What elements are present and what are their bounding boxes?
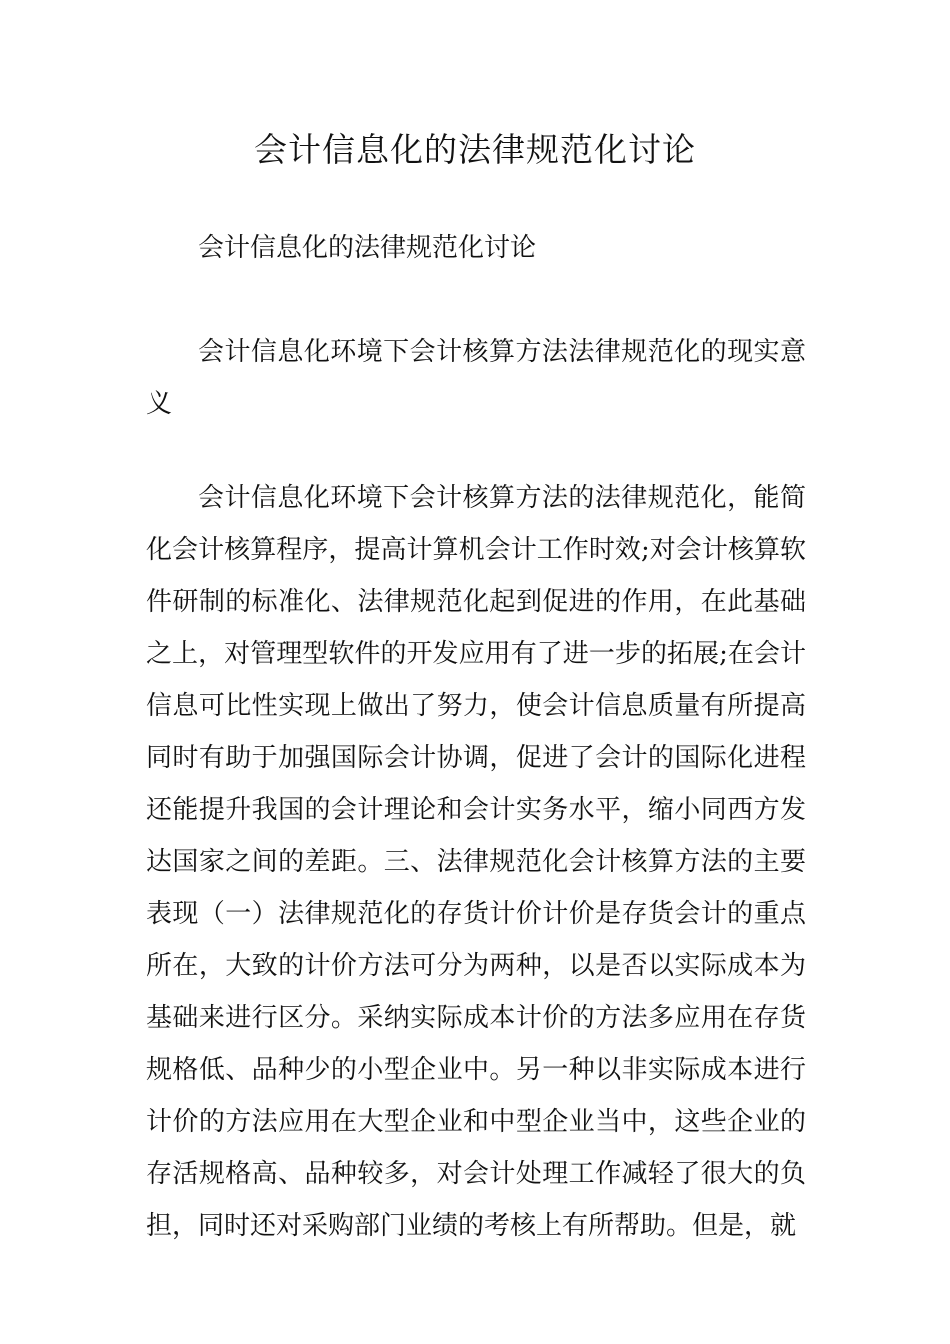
paragraph-subtitle: 会计信息化的法律规范化讨论	[198, 233, 537, 263]
paragraph-body: 会计信息化环境下会计核算方法的法律规范化，能简化会计核算程序，提高计算机会计工作时效;对会计核算软件研制的标准化、法律规范化起到促进的作用，在此基础之上，对管理型软件的开发应用有了进一步的拓展;在会计信息可比性实现上做出了努力，使会计信息质量有所提高同时有助于加强国际会计协调，促进了会计的国际化进程还能提升我国的会计理论和会计实务水平，缩小同西方发达国家之间的差距。三、法律规范化会计核算方法的主要表现（一）法律规范化的存货计价计价是存货会计的重点所在，大致的计价方法可分为两种，以是否以实际成本为基础来进行区分。采纳实际成本计价的方法多应用在存货规格低、品种少的小型企业中。另一种以非实际成本进行计价的方法应用在大型企业和中型企业当中，这些企业的存活规格高、品种较多，对会计处理工作减轻了很大的负担，同时还对采购部门业绩的考核上有所帮助。但是，就	[146, 483, 806, 1241]
document-title: 会计信息化的法律规范化讨论	[254, 130, 696, 169]
paragraph-section-heading: 会计信息化环境下会计核算方法法律规范化的现实意义	[146, 337, 806, 419]
